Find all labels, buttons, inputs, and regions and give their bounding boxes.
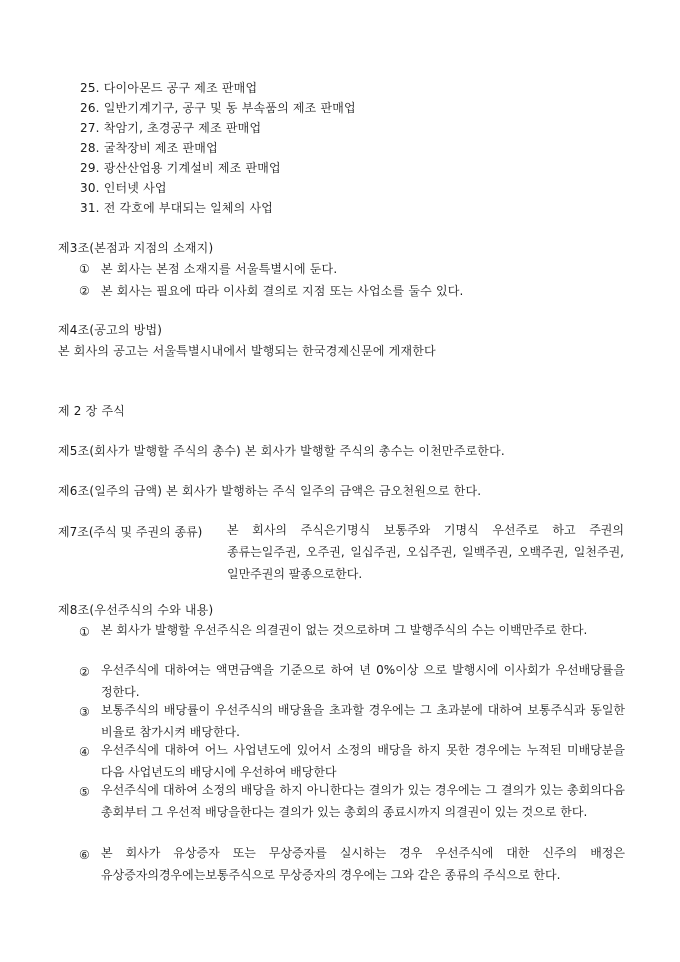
article5-text: 제5조(회사가 발행할 주식의 총수) 본 회사가 발행할 주식의 총수는 이천만주로한다.: [58, 444, 505, 458]
article3-para1-number: ①: [79, 262, 90, 276]
article8-para4-text: 우선주식에 대하여 어느 사업년도에 있어서 소정의 배당을 하지 못한 경우에는 누적된 미배당분을 다음 사업년도의 배당시에 우선하여 배당한다: [101, 743, 625, 779]
list-item: 27. 착암기, 초경공구 제조 판매업: [80, 121, 262, 135]
article8-para5-text: 우선주식에 대하여 소정의 배당을 하지 아니한다는 결의가 있는 경우에는 그 결의가 있는 총회의다음 총회부터 그 우선적 배당을한다는 결의가 있는 총회의 종료시까지 의결권이 있는 것으로 한다.: [101, 783, 625, 819]
list-item: 30. 인터넷 사업: [80, 181, 167, 195]
article3-heading: 제3조(본점과 지점의 소재지): [58, 241, 214, 255]
list-item: 31. 전 각호에 부대되는 일체의 사업: [80, 201, 274, 215]
article8-heading: 제8조(우선주식의 수와 내용): [58, 603, 214, 617]
article8-para3-number: ③: [79, 705, 90, 719]
list-item: 28. 굴착장비 제조 판매업: [80, 141, 218, 155]
article8-para2-number: ②: [79, 665, 90, 679]
article3-para2-text: 본 회사는 필요에 따라 이사회 결의로 지점 또는 사업소를 둘수 있다.: [101, 284, 464, 298]
article8-para6-text: 본 회사가 유상증자 또는 무상증자를 실시하는 경우 우선주식에 대한 신주의 배정은 유상증자의경우에는보통주식으로 무상증자의 경우에는 그와 같은 종류의 주식으로 한다.: [101, 846, 625, 882]
article3-para1-text: 본 회사는 본점 소재지를 서울특별시에 둔다.: [101, 262, 338, 276]
article8-para1-number: ①: [79, 625, 90, 639]
article8-para2-text: 우선주식에 대하여는 액면금액을 기준으로 하여 년 0%이상 으로 발행시에 이사회가 우선배당률을 정한다.: [101, 663, 625, 699]
article4-heading: 제4조(공고의 방법): [58, 323, 163, 337]
chapter2-heading: 제 2 장 주식: [58, 404, 126, 418]
article8-para5-number: ⑤: [79, 785, 90, 799]
article7-heading: 제7조(주식 및 주권의 종류): [58, 525, 203, 539]
article6-text: 제6조(일주의 금액) 본 회사가 발행하는 주식 일주의 금액은 금오천원으로 한다.: [58, 484, 482, 498]
article3-para2-number: ②: [79, 284, 90, 298]
article8-para6-number: ⑥: [79, 848, 90, 862]
article4-text: 본 회사의 공고는 서울특별시내에서 발행되는 한국경제신문에 게재한다: [58, 344, 436, 358]
article8-para4-number: ④: [79, 745, 90, 759]
article7-text: 본 회사의 주식은기명식 보통주와 기명식 우선주로 하고 주권의 종류는일주권, 오주권, 일십주권, 오십주권, 일백주권, 오백주권, 일천주권, 일만주권의 팔종으로한다.: [227, 523, 624, 581]
article8-para3-text: 보통주식의 배당률이 우선주식의 배당율을 초과할 경우에는 그 초과분에 대하여 보통주식과 동일한 비율로 참가시켜 배당한다.: [101, 703, 625, 739]
list-item: 29. 광산산업용 기계설비 제조 판매업: [80, 161, 281, 175]
list-item: 25. 다이아몬드 공구 제조 판매업: [80, 81, 258, 95]
list-item: 26. 일반기계기구, 공구 및 동 부속품의 제조 판매업: [80, 101, 356, 115]
article8-para1-text: 본 회사가 발행할 우선주식은 의결권이 없는 것으로하며 그 발행주식의 수는 이백만주로 한다.: [101, 623, 588, 637]
